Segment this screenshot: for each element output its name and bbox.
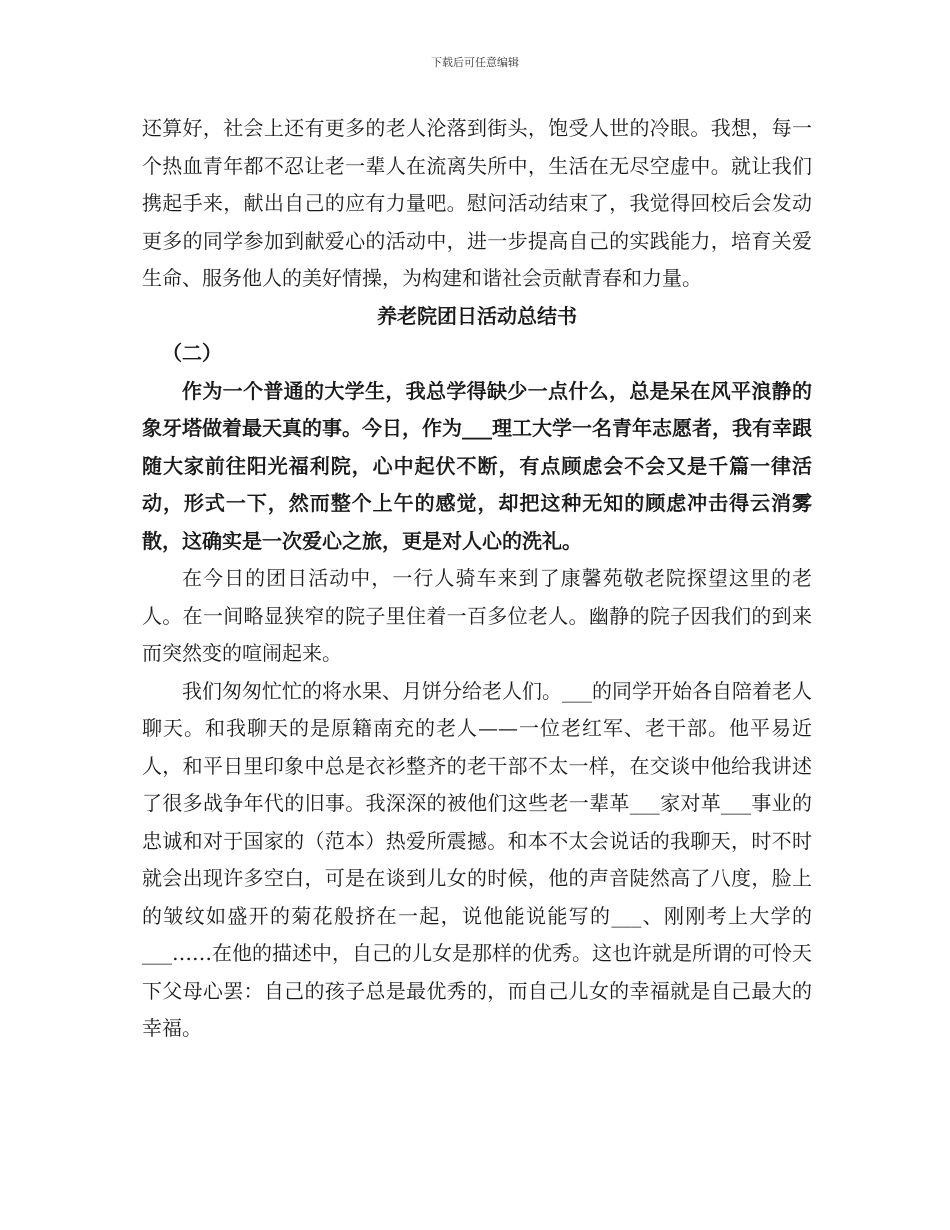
section-title: 养老院团日活动总结书: [377, 303, 577, 328]
section-subtitle: （二）: [162, 341, 222, 365]
paragraph-conversation: 我们匆匆忙忙的将水果、月饼分给老人们。___的同学开始各自陪着老人聊天。和我聊天的是原籍南充的老人——一位老红军、老干部。他平易近人，和平日里印象中总是衣衫整齐的老干部不太一样，在交谈中他给我讲述了很多战争年代的旧事。我深深的被他们这些老一辈革___家对革___事业的忠诚和对于国家的（范本）热爱所震撼。和本不太会说话的我聊天，时不时就会出现许多空白，可是在谈到儿女的时候，他的声音陡然高了八度，脸上的皱纹如盛开的菊花般挤在一起，说他能说能写的___、刚刚考上大学的___……在他的描述中，自己的儿女是那样的优秀。这也许就是所谓的可怜天下父母心罢：自己的孩子总是最优秀的，而自己儿女的幸福就是自己最大的幸福。: [142, 678, 812, 1040]
page-header-note: 下载后可任意编辑: [431, 56, 519, 69]
paragraph-intro-continuation: 还算好，社会上还有更多的老人沦落到街头，饱受人世的冷眼。我想，每一个热血青年都不忍让老一辈人在流离失所中，生活在无尽空虚中。就让我们携起手来，献出自己的应有力量吧。慰问活动结束了，我觉得回校后会发动更多的同学参加到献爱心的活动中，进一步提高自己的实践能力，培育关爱生命、服务他人的美好情操，为构建和谐社会贡献青春和力量。: [142, 116, 812, 290]
paragraph-bold-intro: 作为一个普通的大学生，我总学得缺少一点什么，总是呆在风平浪静的象牙塔做着最天真的事。今日，作为___理工大学一名青年志愿者，我有幸跟随大家前往阳光福利院，心中起伏不断，有点顾虑会不会又是千篇一律活动，形式一下，然而整个上午的感觉，却把这种无知的顾虑冲击得云消雾散，这确实是一次爱心之旅，更是对人心的洗礼。: [142, 378, 812, 553]
paragraph-activity: 在今日的团日活动中，一行人骑车来到了康馨苑敬老院探望这里的老人。在一间略显狭窄的院子里住着一百多位老人。幽静的院子因我们的到来而突然变的喧闹起来。: [142, 566, 812, 665]
document-body: [142, 110, 812, 1048]
